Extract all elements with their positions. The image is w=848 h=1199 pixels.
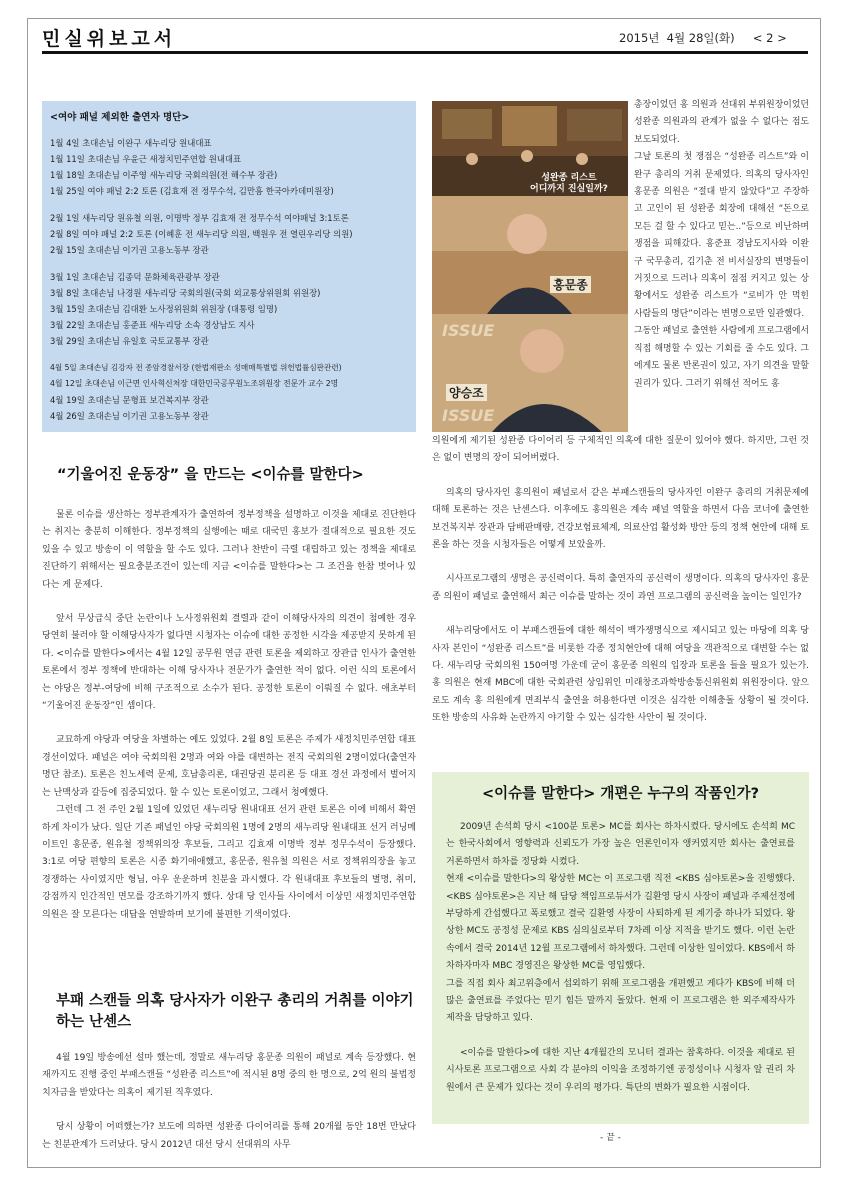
- section-heading-scandal: [42, 991, 416, 1033]
- reorganization-box: [432, 772, 809, 1124]
- guest-line: 4월 26일 초대손님 이기권 고용노동부 장관: [50, 411, 209, 421]
- guest-group-apr: [50, 360, 408, 424]
- guest-group-mar: [50, 269, 408, 349]
- guest-line: 4월 5일 초대손님 김강자 전 종암경찰서장 (한법재판소 성매매특별법 위헌법률심판관련): [50, 363, 342, 372]
- guest-line: 3월 29일 초대손님 유일호 국토교통부 장관: [50, 336, 209, 346]
- guest-group-jan: [50, 135, 408, 199]
- section-heading-tilted: [42, 465, 416, 486]
- studio-shelf: [442, 109, 492, 139]
- paragraph: 총장이었던 홍 의원과 선대위 부위원장이었던 성완종 의원과의 관계가 없을 수 없다는 점도 보도되었다. 그날 토론의 첫 쟁점은 “성완종 리스트”와 이완구 총리의 거취 문제였다. 의혹의 당사자인 홍문종 의원은 “절대 받지 않았다”고 주장하고 고인이 된 성완종 회장에 대해선 “돈으로 모든 걸 할 수 있다고 믿는..”등으로 비난하며 쟁점을 피해갔다. 홍준표 경남도지사와 이완구 국무총리, 김기춘 전 비서실장의 변명들이 거짓으로 드러나 의혹이 점점 커지고 있는 상황에서도 성완종 리스트가 “로비가 안 먹힌 사람들의 명단”이라는 변명으로만 일관했다. 그동안 패널로 출연한 사람에게 프로그램에서 직접 해명할 수 있는 기회를 줄 수도 있다. 그에게도 물론 반론권이 있고, 자기 의견을 말할 권리가 있다. 그러기 위해선 적어도 홍: [634, 100, 809, 389]
- report-title: 민실위보고서: [42, 28, 177, 50]
- guest-line: 2월 15일 초대손님 이기권 고용노동부 장관: [50, 245, 209, 255]
- heading-text: “기울어진 운동장” 을 만드는 <이슈를 말한다>: [57, 467, 364, 483]
- photo-illustration: [432, 101, 628, 432]
- guest-line: 1월 11일 초대손님 우윤근 새정치민주연합 원내대표: [50, 154, 242, 164]
- date-text: 2015년 4월 28일(화): [619, 31, 735, 45]
- photo-issue-1: ISSUE: [442, 321, 495, 340]
- person-head: [466, 153, 478, 165]
- photo-wrap-text: [634, 97, 809, 393]
- guest-group-feb: [50, 210, 408, 258]
- tv-screenshot-image: [432, 101, 628, 432]
- section-heading-reorg: <이슈를 말한다> 개편은 누구의 작품인가?: [481, 786, 759, 802]
- section2-body: [42, 1050, 416, 1154]
- paragraph: 의원에게 제기된 성완종 다이어리 등 구체적인 의혹에 대한 질문이 있어야 했다. 하지만, 그런 것은 없이 변명의 장이 되어버렸다.: [432, 436, 809, 464]
- photo-name-2: 양승조: [446, 384, 487, 401]
- paragraph: 시사프로그램의 생명은 공신력이다. 특히 출연자의 공신력이 생명이다. 의혹의 당사자인 홍문종 의원이 패널로 출연해서 최근 이슈를 말하는 것이 과연 프로그램의 공신력을 높이는 일인가?: [432, 574, 809, 602]
- section1-body: [42, 507, 416, 924]
- person-face: [507, 214, 547, 254]
- end-mark: - 끝 -: [600, 1133, 621, 1143]
- paragraph: 물론 이슈를 생산하는 정부관계자가 출연하여 정부정책을 설명하고 이것을 제대로 진단한다는 취지는 충분히 이해한다. 정부정책의 실행에는 때로 대국민 홍보가 절대적으로 필요한 것도 있을 수 있고 방송이 이 역할을 할 수도 있다. 그러나 찬반이 극렬 대립하고 있는 정책을 제대로 진단하기 위해서는 필요충분조건이 있는데 지금 <이슈를 말한다>는 그 조건을 한참 벗어나 있다는 게 문제다.: [42, 510, 416, 590]
- guest-line: 4월 19일 초대손님 문형표 보건복지부 장관: [50, 395, 209, 405]
- person-face: [520, 329, 564, 373]
- paragraph: 4월 19일 방송에선 설마 했는데, 정말로 새누리당 홍문종 의원이 패널로 계속 등장했다. 현재까지도 진행 중인 부패스캔들 “성완종 리스트”에 적시된 8명 중의 한 명으로, 2억 원의 불법정치자금을 받았다는 의혹이 제기된 직후였다.: [42, 1053, 416, 1098]
- photo-issue-2: ISSUE: [442, 406, 495, 425]
- header-rule: [42, 51, 808, 54]
- person-head: [576, 153, 588, 165]
- right-body: [432, 433, 809, 728]
- photo-caption-top: 성완종 리스트 어디까지 진실일까?: [530, 173, 608, 194]
- paragraph: 2009년 손석희 당시 <100분 토론> MC를 회사는 하차시켰다. 당시에도 손석희 MC는 한국사회에서 영향력과 신뢰도가 가장 높은 언론인이자 앵커였지만 회사는 출연료를 거론하면서 하차를 정당화 시켰다. 현재 <이슈를 말한다>의 왕상한 MC는 이 프로그램 직전 <KBS 심야토론>을 진행했다. <KBS 심야토론>은 지난 해 담당 책임프로듀서가 길환영 당시 사장이 패널과 주제선정에 부당하게 간섭했다고 폭로했고 결국 길환영 사장이 사퇴하게 된 계기중 하나가 되었다. 왕상한 MC도 공정성 문제로 KBS 심의실로부터 7차례 이상 지적을 받기도 했다. 이런 논란 속에서 결국 2014년 12월 프로그램에서 하차했다. 그런데 이상한 일이었다. KBS에서 하차하자마자 MBC 경영진은 왕상한 MC를 영입했다. 그를 직접 회사 최고위층에서 섭외하기 위해 프로그램을 개편했고 게다가 KBS에 비해 더 많은 출연료를 주었다는 믿기 힘든 말까지 돌았다. 현재 이 프로그램은 한 외주제작사가 제작을 담당하고 있다.: [446, 822, 795, 1024]
- paragraph: <이슈를 말한다>에 대한 지난 4개월간의 모니터 결과는 참혹하다. 이것을 제대로 된 시사토론 프로그램으로 사회 각 분야의 이익을 조정하기엔 공정성이나 시청자 알 권리 차원에서 큰 문제가 있다는 것이 우리의 평가다. 특단의 변화가 필요한 시점이다.: [446, 1047, 795, 1093]
- guest-line: 3월 1일 초대손님 김종덕 문화체육관광부 장관: [50, 272, 220, 282]
- guest-line: 3월 8일 초대손님 나경원 새누리당 국회의원(국회 외교통상위원회 위원장): [50, 288, 321, 298]
- guest-line: 3월 15일 초대손님 김대환 노사정위원회 위원장 (대통령 임명): [50, 304, 278, 314]
- guest-line: 1월 4일 초대손님 이완구 새누리당 원내대표: [50, 138, 212, 148]
- report-date: [619, 30, 787, 46]
- guest-line: 2월 8일 여야 패널 2:2 토론 (이혜훈 전 새누리당 의원, 백원우 전 열린우리당 의원): [50, 229, 353, 239]
- paragraph: 앞서 무상급식 중단 논란이나 노사정위원회 결렬과 같이 이해당사자의 의견이 첨예한 경우 당연히 불러야 할 이해당사자가 없다면 시청자는 이슈에 대한 공정한 시각을 제공받지 못하게 된다. <이슈를 말한다>에서는 4월 12일 공무원 연금 관련 토론을 제외하고 장관급 인사가 출연한 토론에서 정부 정책에 반대하는 이해 당사자나 전문가가 출연한 적이 없다. 이런 식의 토론에서는 야당은 정부-여당에 비해 구조적으로 소수가 된다. 공정한 토론이 이뤄질 수 없다. 애초부터 “기울어진 운동장”인 셈이다.: [42, 614, 416, 712]
- guest-list-box: [42, 101, 416, 432]
- guest-line: 1월 18일 초대손님 이주영 새누리당 국회의원(전 해수부 장관): [50, 170, 278, 180]
- page-number: < 2 >: [752, 31, 787, 45]
- heading-text: 부패 스캔들 의혹 당사자가 이완구 총리의 거취를 이야기하는 난센스: [56, 993, 414, 1030]
- guest-line: 4월 12일 초대손님 이근면 인사혁신처장 대한민국공무원노조위원장 전문가 교수 2명: [50, 379, 339, 388]
- paragraph: 의혹의 당사자인 홍의원이 패널로서 같은 부패스캔들의 당사자인 이완구 총리의 거취문제에 대해 토론하는 것은 난센스다. 이후에도 홍의원은 계속 패널 역할을 하면서 다음 코너에 출연한 보건복지부 장관과 담배판매량, 건강보험료체계, 의료산업 활성화 방안 등의 정책 현안에 대해 토론을 하는 것을 시청자들은 어떻게 보았을까.: [432, 487, 809, 551]
- guest-list-title: <여야 패널 제외한 출연자 명단>: [50, 112, 190, 123]
- guest-line: 2월 1일 새누리당 원유철 의원, 이명박 정부 김효재 전 정무수석 여야패널 3:1토론: [50, 213, 349, 223]
- studio-shelf: [502, 106, 557, 146]
- studio-shelf: [567, 109, 622, 141]
- guest-line: 3월 22일 초대손님 홍준표 새누리당 소속 경상남도 지사: [50, 320, 255, 330]
- photo-name-1: 홍문종: [550, 276, 591, 293]
- paragraph: 교묘하게 야당과 여당을 차별하는 예도 있었다. 2월 8일 토론은 주제가 새정치민주연합 대표경선이었다. 패널은 여야 국회의원 2명과 여와 야를 대변하는 전직 국회의원 2명이었다(출연자 명단 참조). 토론은 친노세력 문제, 호남총리론, 대권당권 분리론 등 대표 경선 과정에서 벌어지는 난맥상과 갈등에 집중되었다. 할 수 있는 토론이었고, 그래서 청예했다.: [42, 735, 416, 798]
- guest-line: 1월 25일 여야 패널 2:2 토론 (김효재 전 정무수석, 김만흠 한국아카데미원장): [50, 186, 334, 196]
- paragraph: 당시 상황이 어떠했는가? 보도에 의하면 성완종 다이어리를 통해 20개월 동안 18번 만났다는 친분관계가 드러났다. 당시 2012년 대선 당시 선대위의 사무: [42, 1122, 416, 1150]
- person-head: [521, 150, 533, 162]
- paragraph: 그런데 그 전 주인 2월 1일에 있었던 새누리당 원내대표 선거 관련 토론은 이에 비해서 확연하게 차이가 났다. 일단 기존 패널인 야당 국회의원 1명에 2명의 새누리당 원내대표 선거 러닝메이트인 홍문종, 원유철 정책위의장 후보들, 그리고 김효재 이명박 정부 정무수석이 등장했다. 3:1로 여당 편향의 토론은 시종 화기애애했고, 홍문종, 원유철 의원은 서로 정책위의장을 놓고 경쟁하는 사이였지만 형님, 아우 운운하며 친분을 과시했다. 각 원내대표 후보들의 별명, 취미, 강점까지 인간적인 면모를 강조하기까지 했다. 상대 당 인사들 사이에서 이상민 새정치민주연합 의원은 잘 모른다는 대답을 연발하며 보기에 불편한 기색이었다.: [42, 805, 416, 920]
- paragraph: 새누리당에서도 이 부패스캔들에 대한 해석이 백가쟁명식으로 제시되고 있는 마당에 의혹 당사자 본인이 “성완종 리스트”를 비롯한 각종 정치현안에 대해 여당을 객관적으로 대변할 수는 없다. 새누리당 국회의원 150여명 가운데 굳이 홍문종 의원의 입장과 토론을 들을 필요가 있는가. 홍 의원은 현재 MBC에 대한 국회관련 상임위인 미래창조과학방송통신위원회 위원장이다. 앞으로도 계속 홍 의원에게 면죄부식 출연을 허용한다면 이것은 심각한 이해충돌 상황이 될 것이다. 또한 방송의 사유화 논란까지 야기할 수 있는 심각한 사안이 될 것이다.: [432, 626, 809, 724]
